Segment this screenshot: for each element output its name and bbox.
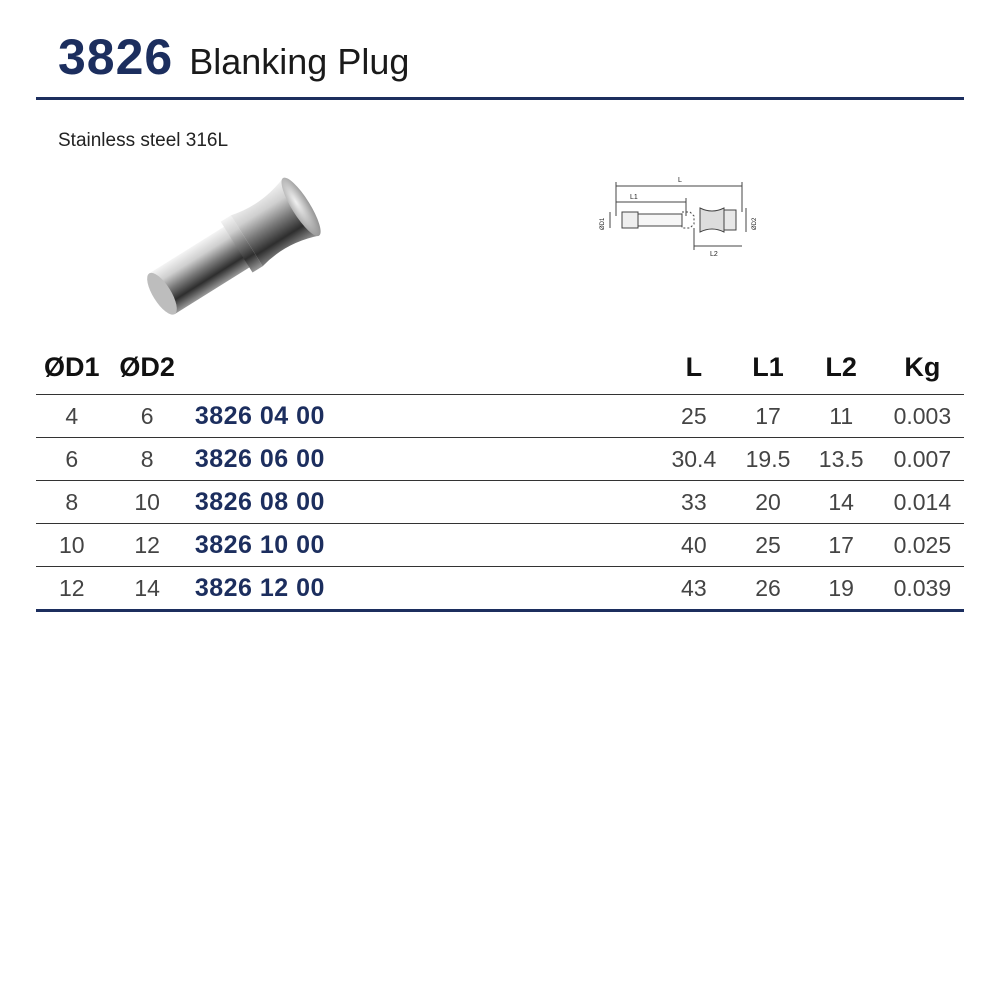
cell-l1: 26 <box>734 567 801 611</box>
table-row <box>36 438 964 481</box>
cell-d2: 12 <box>108 524 187 567</box>
header-l: L <box>685 351 703 382</box>
cell-kg: 0.007 <box>881 438 964 481</box>
cell-d1: 6 <box>36 438 108 481</box>
product-code: 3826 <box>58 29 174 85</box>
cell-article-number: 3826 08 00 <box>187 481 654 524</box>
product-photo <box>135 160 345 330</box>
cell-d2: 8 <box>108 438 187 481</box>
table-row <box>36 567 964 611</box>
material-label: Stainless steel 316L <box>58 130 229 151</box>
cell-d1: 8 <box>36 481 108 524</box>
cell-kg: 0.039 <box>881 567 964 611</box>
cell-article-number: 3826 10 00 <box>187 524 654 567</box>
technical-drawing <box>590 172 765 262</box>
page-header <box>58 28 409 88</box>
cell-l2: 17 <box>802 524 881 567</box>
header-l2: L2 <box>825 351 857 382</box>
header-l1: L1 <box>752 351 784 382</box>
cell-l: 30.4 <box>653 438 734 481</box>
header-d2: ØD2 <box>119 351 175 382</box>
cell-l: 43 <box>653 567 734 611</box>
header-d1: ØD1 <box>44 351 100 382</box>
cell-d1: 4 <box>36 395 108 438</box>
cell-d2: 14 <box>108 567 187 611</box>
cell-l1: 17 <box>734 395 801 438</box>
cell-l2: 14 <box>802 481 881 524</box>
drawing-label-d2: ØD2 <box>752 217 758 230</box>
cell-d2: 10 <box>108 481 187 524</box>
cell-article-number: 3826 12 00 <box>187 567 654 611</box>
drawing-label-l2: L2 <box>710 251 718 258</box>
cell-kg: 0.025 <box>881 524 964 567</box>
cell-d1: 10 <box>36 524 108 567</box>
drawing-label-l1: L1 <box>630 194 638 201</box>
header-article <box>187 340 654 395</box>
cell-l2: 11 <box>802 395 881 438</box>
cell-d1: 12 <box>36 567 108 611</box>
cell-l2: 19 <box>802 567 881 611</box>
cell-kg: 0.003 <box>881 395 964 438</box>
cell-l2: 13.5 <box>802 438 881 481</box>
header-divider <box>36 97 964 100</box>
cell-d2: 6 <box>108 395 187 438</box>
drawing-label-l: L <box>678 177 682 184</box>
cell-kg: 0.014 <box>881 481 964 524</box>
drawing-label-d1: ØD1 <box>600 217 606 230</box>
table-row <box>36 481 964 524</box>
cell-article-number: 3826 06 00 <box>187 438 654 481</box>
header-kg: Kg <box>904 351 941 382</box>
table-row <box>36 524 964 567</box>
cell-l1: 19.5 <box>734 438 801 481</box>
table-header-row <box>36 340 964 395</box>
cell-article-number: 3826 04 00 <box>187 395 654 438</box>
table-row <box>36 395 964 438</box>
cell-l1: 20 <box>734 481 801 524</box>
cell-l: 40 <box>653 524 734 567</box>
spec-table <box>36 340 964 612</box>
cell-l1: 25 <box>734 524 801 567</box>
cell-l: 25 <box>653 395 734 438</box>
product-name: Blanking Plug <box>189 41 410 82</box>
cell-l: 33 <box>653 481 734 524</box>
